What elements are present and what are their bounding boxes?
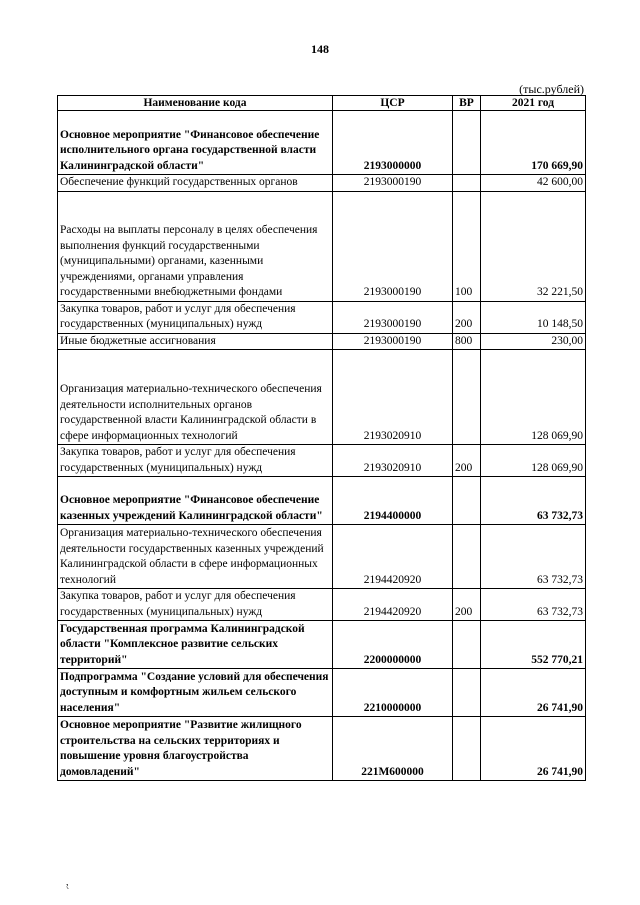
row-csr: 2193000190: [333, 191, 453, 301]
table-row: [58, 333, 586, 350]
row-vr: [453, 621, 481, 669]
row-name: Закупка товаров, работ и услуг для обеспечения государственных (муниципальных) нужд: [58, 589, 333, 621]
row-name: Основное мероприятие "Финансовое обеспечение казенных учреждений Калининградской области": [58, 477, 333, 525]
row-vr: 200: [453, 301, 481, 333]
row-amount: 230,00: [481, 333, 586, 350]
row-vr: [453, 175, 481, 192]
row-name: Расходы на выплаты персоналу в целях обеспечения выполнения функций государственными (муниципальными) органами, казенными учреждениями, органами управления государственными внебюджетными фондами: [58, 191, 333, 301]
row-csr: 2210000000: [333, 669, 453, 717]
row-vr: [453, 111, 481, 175]
row-name: Закупка товаров, работ и услуг для обеспечения государственных (муниципальных) нужд: [58, 301, 333, 333]
table-row: [58, 111, 586, 175]
row-amount: 170 669,90: [481, 111, 586, 175]
header-vr: ВР: [453, 96, 481, 111]
row-name: Основное мероприятие "Финансовое обеспечение исполнительного органа государственной власти Калининградской области": [58, 111, 333, 175]
row-amount: 552 770,21: [481, 621, 586, 669]
row-csr: 2200000000: [333, 621, 453, 669]
row-csr: 221M600000: [333, 717, 453, 781]
row-amount: 42 600,00: [481, 175, 586, 192]
table-row: [58, 589, 586, 621]
margin-mark: ˋ: [66, 887, 70, 898]
row-amount: 26 741,90: [481, 717, 586, 781]
row-name: Организация материально-технического обеспечения деятельности исполнительных органов государственной власти Калининградской области в сфере информационных технологий: [58, 350, 333, 445]
row-vr: 800: [453, 333, 481, 350]
row-vr: [453, 669, 481, 717]
row-name: Подпрограмма "Создание условий для обеспечения доступным и комфортным жильем сельского населения": [58, 669, 333, 717]
header-year: 2021 год: [481, 96, 586, 111]
row-csr: 2194420920: [333, 589, 453, 621]
row-csr: 2193020910: [333, 350, 453, 445]
row-amount: 63 732,73: [481, 589, 586, 621]
row-csr: 2193000190: [333, 333, 453, 350]
row-csr: 2193000190: [333, 301, 453, 333]
row-csr: 2193000190: [333, 175, 453, 192]
row-amount: 32 221,50: [481, 191, 586, 301]
table-row: [58, 445, 586, 477]
row-vr: [453, 525, 481, 589]
row-vr: [453, 477, 481, 525]
row-csr: 2194420920: [333, 525, 453, 589]
row-csr: 2194400000: [333, 477, 453, 525]
table-row: [58, 477, 586, 525]
row-csr: 2193020910: [333, 445, 453, 477]
units-label: (тыс.рублей): [519, 82, 584, 96]
row-vr: 200: [453, 445, 481, 477]
row-vr: 200: [453, 589, 481, 621]
header-csr: ЦСР: [333, 96, 453, 111]
page-number: 148: [311, 42, 329, 56]
row-amount: 26 741,90: [481, 669, 586, 717]
row-vr: 100: [453, 191, 481, 301]
row-vr: [453, 350, 481, 445]
table-row: [58, 621, 586, 669]
row-name: Обеспечение функций государственных органов: [58, 175, 333, 192]
table-row: [58, 525, 586, 589]
row-vr: [453, 717, 481, 781]
row-amount: 63 732,73: [481, 477, 586, 525]
row-name: Закупка товаров, работ и услуг для обеспечения государственных (муниципальных) нужд: [58, 445, 333, 477]
row-amount: 63 732,73: [481, 525, 586, 589]
header-name: Наименование кода: [58, 96, 333, 111]
budget-table: [57, 95, 586, 781]
row-amount: 128 069,90: [481, 350, 586, 445]
row-name: Организация материально-технического обеспечения деятельности государственных казенных учреждений Калининградской области в сфере информационных технологий: [58, 525, 333, 589]
table-row: [58, 175, 586, 192]
table-row: [58, 717, 586, 781]
row-name: Иные бюджетные ассигнования: [58, 333, 333, 350]
table-row: [58, 301, 586, 333]
table-header-row: [58, 96, 586, 111]
row-name: Основное мероприятие "Развитие жилищного строительства на сельских территориях и повышение уровня благоустройства домовладений": [58, 717, 333, 781]
row-name: Государственная программа Калининградской области "Комплексное развитие сельских территорий": [58, 621, 333, 669]
table-row: [58, 669, 586, 717]
row-csr: 2193000000: [333, 111, 453, 175]
row-amount: 10 148,50: [481, 301, 586, 333]
row-amount: 128 069,90: [481, 445, 586, 477]
table-row: [58, 350, 586, 445]
margin-mark: ,: [66, 877, 69, 888]
table-row: [58, 191, 586, 301]
